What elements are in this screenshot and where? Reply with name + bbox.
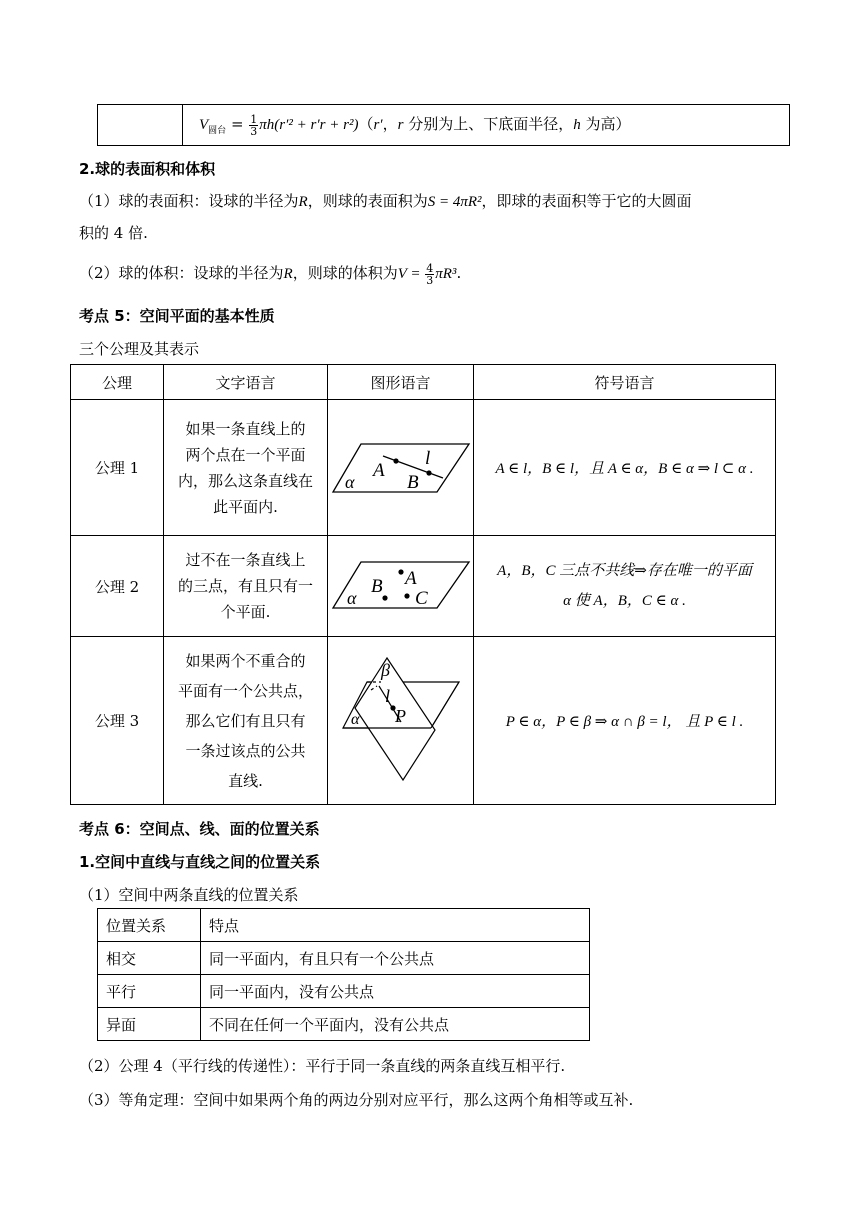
sphere-heading: 2.球的表面积和体积 [79, 160, 216, 178]
point-b-dot [382, 595, 387, 600]
axioms-table [70, 364, 776, 805]
line-relations-table [97, 908, 590, 1041]
empty-cell [98, 105, 183, 146]
volume-text-b: ，则球的体积为 [292, 264, 398, 282]
label-l: l [384, 685, 390, 706]
note-middle: 分别为上、下底面半径， [403, 115, 574, 134]
axiom-row-2 [71, 536, 776, 637]
axiom-3-symbol-text: P ∈ α，P ∈ β ⇒ α ∩ β = l， 且 P ∈ l . [505, 714, 744, 730]
relation-name: 相交 [98, 942, 201, 975]
axiom-3-name: 公理 3 [71, 637, 164, 805]
axiom-3-text-line: 平面有一个公共点， [177, 681, 313, 700]
relation-row [98, 1008, 590, 1041]
area-radius: R [298, 194, 308, 210]
label-alpha: α [344, 471, 354, 492]
header-symbol-language: 符号语言 [474, 365, 776, 400]
label-a: A [372, 459, 385, 481]
point-a-dot [393, 458, 398, 463]
volume-denominator: 3 [426, 273, 434, 287]
axiom-1-text [164, 400, 328, 536]
kp6-item-1: （1）空间中两条直线的位置关系 [79, 886, 299, 904]
label-alpha: α [346, 588, 356, 608]
axiom-3-text-line: 如果两个不重合的 [185, 651, 306, 670]
axiom-2-text-line: 过不在一条直线上 [185, 551, 306, 569]
formula-body: πh(r′² + r′r + r²) [259, 117, 359, 134]
label-b: B [370, 576, 383, 597]
axiom-2-symbol [474, 536, 776, 637]
axiom-1-text-line: 此平面内. [213, 497, 278, 516]
axiom-row-1 [71, 400, 776, 536]
axiom-3-figure [328, 637, 474, 805]
note-end: 为高） [580, 115, 631, 134]
axiom-1-name: 公理 1 [71, 400, 164, 536]
axiom-1-symbol-text: A ∈ l，B ∈ l，且 A ∈ α，B ∈ α ⇒ l ⊂ α . [495, 461, 754, 477]
axiom-2-symbol-line: α 使 A，B，C ∈ α . [563, 593, 686, 609]
label-c: C [414, 588, 428, 609]
axiom-3-text-line: 直线. [228, 771, 263, 790]
relation-row [98, 942, 590, 975]
point-a-dot [398, 569, 403, 574]
axiom-1-symbol [474, 400, 776, 536]
header-feature: 特点 [201, 909, 590, 942]
axiom-1-text-line: 两个点在一个平面 [185, 445, 306, 464]
axiom-2-figure [328, 536, 474, 637]
frustum-volume-formula [183, 105, 790, 146]
plane-line-figure [331, 438, 471, 498]
area-text-c: ，即球的表面积等于它的大圆面 [481, 192, 692, 210]
axiom-2-name: 公理 2 [71, 536, 164, 637]
label-a: A [404, 568, 417, 589]
relation-name: 平行 [98, 975, 201, 1008]
axiom-2-text-line: 个平面. [220, 603, 271, 621]
axiom-3-text-line: 一条过该点的公共 [185, 741, 306, 760]
point-b-dot [426, 470, 431, 475]
volume-radius: R [283, 266, 293, 282]
label-beta: β [380, 659, 390, 680]
axiom-2-symbol-line: A，B，C 三点不共线⇒存在唯一的平面 [497, 563, 752, 579]
relation-feature: 不同在任何一个平面内，没有公共点 [201, 1008, 590, 1041]
header-figure-language: 图形语言 [328, 365, 474, 400]
note-r-prime: r′ [373, 117, 383, 134]
axiom-1-text-line: 如果一条直线上的 [185, 419, 306, 438]
fraction-numerator: 1 [250, 112, 258, 126]
axiom-2-text [164, 536, 328, 637]
fraction-denominator: 3 [250, 124, 258, 138]
label-p: P [394, 705, 406, 726]
label-l: l [424, 447, 430, 469]
sphere-volume-paragraph [79, 258, 461, 289]
label-alpha: α [350, 710, 359, 728]
header-relation: 位置关系 [98, 909, 201, 942]
area-formula: S = 4πR² [427, 194, 482, 210]
kp6-item-3: （3）等角定理：空间中如果两个角的两边分别对应平行，那么这两个角相等或互补. [79, 1091, 634, 1109]
volume-formula-lhs: V = [397, 266, 425, 282]
frustum-subscript: 圆台 [208, 126, 227, 137]
axioms-header-row [71, 365, 776, 400]
point-c-dot [404, 593, 409, 598]
relation-feature: 同一平面内，没有公共点 [201, 975, 590, 1008]
volume-symbol: V [199, 117, 209, 134]
kp6-item-2: （2）公理 4（平行线的传递性）：平行于同一条直线的两条直线互相平行. [79, 1057, 566, 1075]
axiom-3-text-line: 那么它们有且只有 [185, 711, 306, 730]
relation-row [98, 975, 590, 1008]
axiom-3-symbol [474, 637, 776, 805]
area-text-b: ，则球的表面积为 [307, 192, 428, 210]
volume-numerator: 4 [426, 261, 434, 275]
header-text-language: 文字语言 [164, 365, 328, 400]
volume-formula-rhs: πR³ [435, 266, 457, 282]
axiom-3-text [164, 637, 328, 805]
note-r: r [397, 117, 404, 134]
volume-end: . [456, 264, 462, 282]
axiom-1-figure [328, 400, 474, 536]
kp6-heading: 考点 6：空间点、线、面的位置关系 [79, 820, 320, 838]
intersecting-planes-figure [341, 656, 461, 786]
relation-name: 异面 [98, 1008, 201, 1041]
four-thirds-fraction [425, 263, 434, 286]
alpha-right-edge [431, 682, 459, 728]
axiom-2-text-line: 的三点，有且只有一 [177, 577, 313, 595]
relations-header-row [98, 909, 590, 942]
relation-feature: 同一平面内，有且只有一个公共点 [201, 942, 590, 975]
sphere-area-paragraph [79, 190, 779, 213]
volume-text-a: （2）球的体积：设球的半径为 [79, 264, 284, 282]
note-comma: ， [382, 115, 398, 134]
header-axiom: 公理 [71, 365, 164, 400]
note-open: （ [358, 115, 374, 134]
axiom-row-3 [71, 637, 776, 805]
axiom-1-text-line: 内，那么这条直线在 [177, 471, 313, 490]
note-h: h [573, 117, 581, 134]
equals-sign: = [226, 115, 249, 134]
area-text-a: （1）球的表面积：设球的半径为 [79, 192, 299, 210]
one-third-fraction [249, 114, 258, 137]
kp5-subheading: 三个公理及其表示 [79, 340, 200, 358]
kp5-heading: 考点 5：空间平面的基本性质 [79, 307, 275, 325]
sphere-area-continuation: 积的 4 倍. [79, 224, 148, 242]
kp6-subheading: 1.空间中直线与直线之间的位置关系 [79, 853, 321, 871]
cone-frustum-formula-table [97, 104, 790, 146]
three-points-plane-figure [331, 558, 471, 614]
label-b: B [406, 471, 419, 493]
